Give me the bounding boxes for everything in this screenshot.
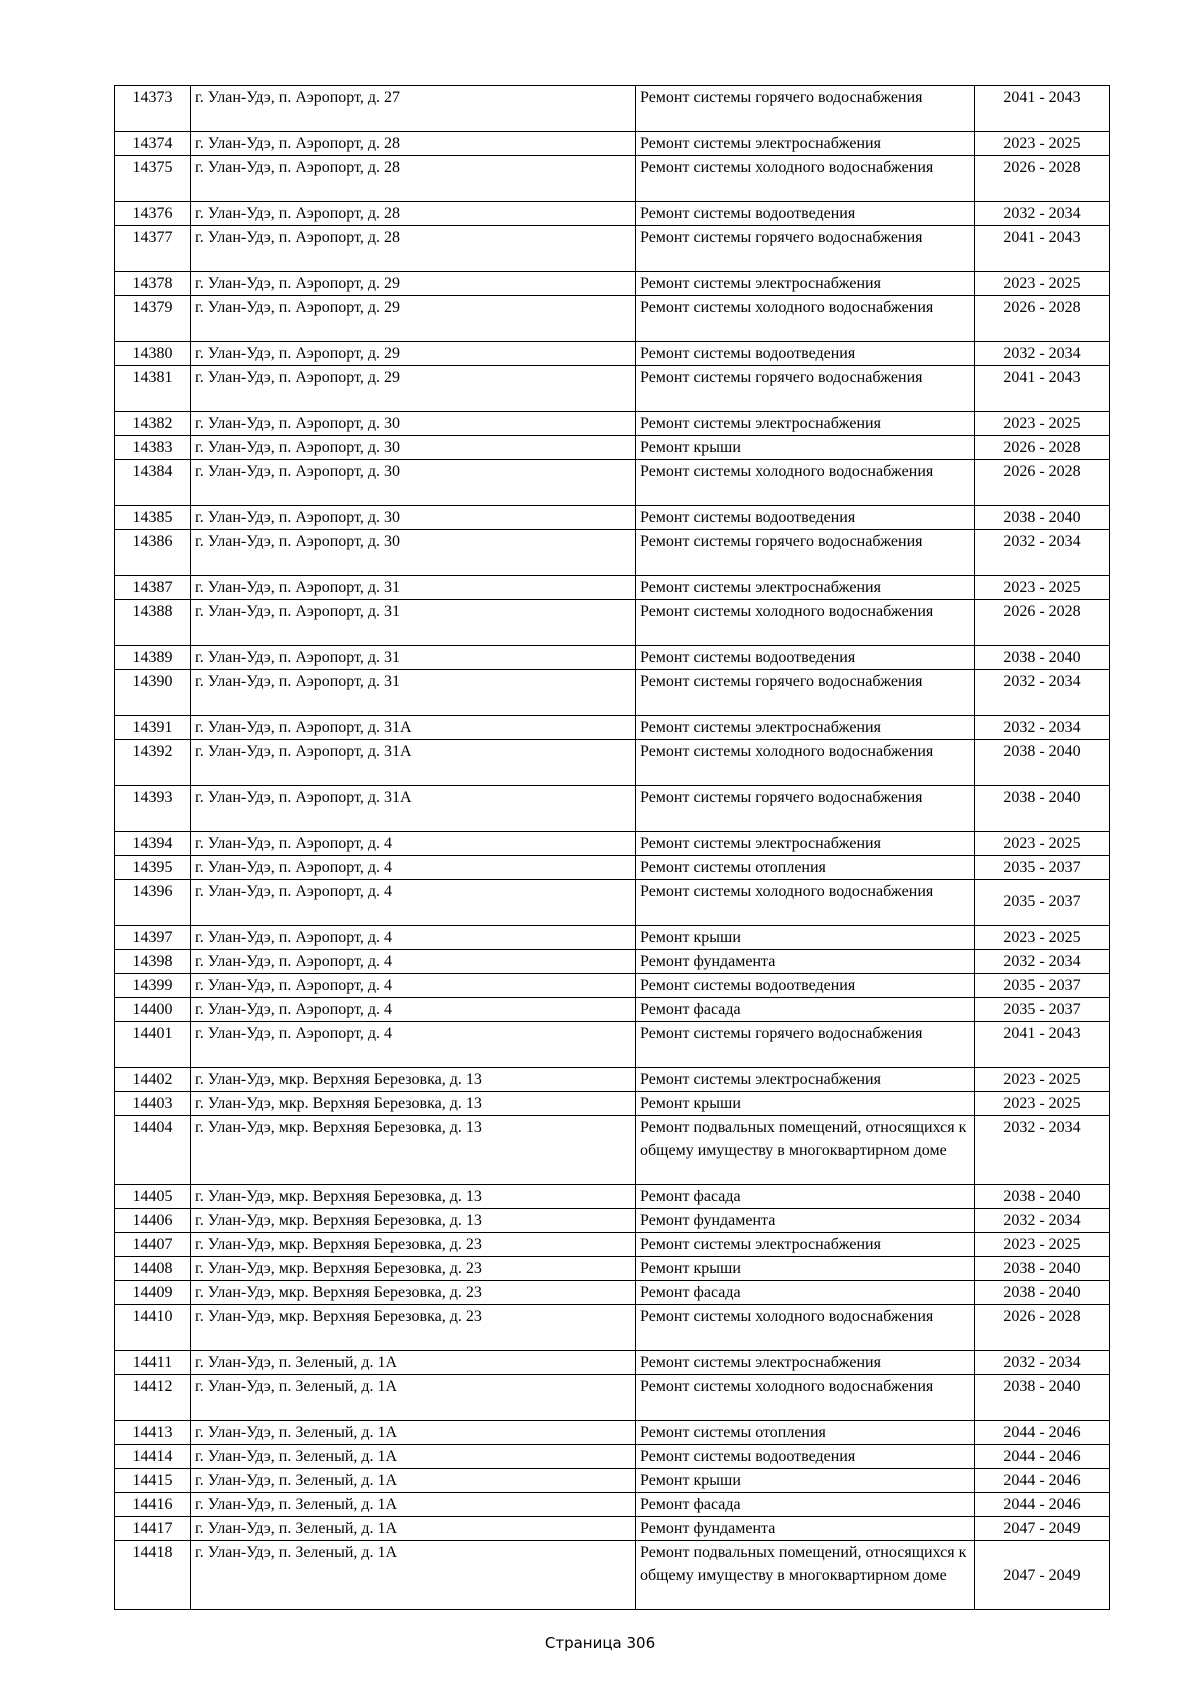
row-number-cell: 14404 — [115, 1116, 191, 1185]
period-cell: 2032 - 2034 — [975, 1116, 1110, 1185]
row-number-cell: 14399 — [115, 974, 191, 998]
table-row — [115, 832, 1110, 856]
address-cell: г. Улан-Удэ, п. Аэропорт, д. 30 — [191, 412, 636, 436]
period-cell: 2023 - 2025 — [975, 1068, 1110, 1092]
work-type-cell: Ремонт системы горячего водоснабжения — [636, 1022, 975, 1068]
work-type-cell: Ремонт системы электроснабжения — [636, 272, 975, 296]
period-cell: 2038 - 2040 — [975, 1375, 1110, 1421]
period-cell: 2023 - 2025 — [975, 412, 1110, 436]
period-cell: 2032 - 2034 — [975, 530, 1110, 576]
table-row — [115, 1233, 1110, 1257]
work-type-cell: Ремонт системы горячего водоснабжения — [636, 366, 975, 412]
address-cell: г. Улан-Удэ, п. Зеленый, д. 1А — [191, 1493, 636, 1517]
address-cell: г. Улан-Удэ, п. Аэропорт, д. 29 — [191, 272, 636, 296]
table-row — [115, 412, 1110, 436]
work-type-cell: Ремонт системы холодного водоснабжения — [636, 296, 975, 342]
address-cell: г. Улан-Удэ, мкр. Верхняя Березовка, д. 13 — [191, 1116, 636, 1185]
row-number-cell: 14390 — [115, 670, 191, 716]
row-number-cell: 14401 — [115, 1022, 191, 1068]
work-type-cell: Ремонт системы электроснабжения — [636, 576, 975, 600]
table-row — [115, 646, 1110, 670]
table-row — [115, 156, 1110, 202]
row-number-cell: 14374 — [115, 132, 191, 156]
table-row — [115, 226, 1110, 272]
work-type-cell: Ремонт системы холодного водоснабжения — [636, 740, 975, 786]
work-type-cell: Ремонт системы водоотведения — [636, 646, 975, 670]
row-number-cell: 14391 — [115, 716, 191, 740]
work-type-cell: Ремонт системы электроснабжения — [636, 1351, 975, 1375]
row-number-cell: 14392 — [115, 740, 191, 786]
row-number-cell: 14408 — [115, 1257, 191, 1281]
address-cell: г. Улан-Удэ, п. Аэропорт, д. 31 — [191, 670, 636, 716]
page-number: Страница 306 — [544, 1634, 656, 1652]
address-cell: г. Улан-Удэ, п. Аэропорт, д. 28 — [191, 202, 636, 226]
period-cell: 2038 - 2040 — [975, 1281, 1110, 1305]
row-number-cell: 14388 — [115, 600, 191, 646]
period-cell: 2047 - 2049 — [975, 1517, 1110, 1541]
address-cell: г. Улан-Удэ, мкр. Верхняя Березовка, д. 13 — [191, 1068, 636, 1092]
address-cell: г. Улан-Удэ, п. Аэропорт, д. 30 — [191, 436, 636, 460]
row-number-cell: 14406 — [115, 1209, 191, 1233]
period-cell: 2026 - 2028 — [975, 1305, 1110, 1351]
row-number-cell: 14413 — [115, 1421, 191, 1445]
address-cell: г. Улан-Удэ, п. Зеленый, д. 1А — [191, 1541, 636, 1610]
work-type-cell: Ремонт системы холодного водоснабжения — [636, 880, 975, 926]
table-row — [115, 1421, 1110, 1445]
period-cell: 2041 - 2043 — [975, 1022, 1110, 1068]
work-type-cell: Ремонт крыши — [636, 1469, 975, 1493]
table-row — [115, 1281, 1110, 1305]
address-cell: г. Улан-Удэ, п. Аэропорт, д. 4 — [191, 974, 636, 998]
work-type-cell: Ремонт системы холодного водоснабжения — [636, 156, 975, 202]
row-number-cell: 14405 — [115, 1185, 191, 1209]
address-cell: г. Улан-Удэ, мкр. Верхняя Березовка, д. 13 — [191, 1092, 636, 1116]
address-cell: г. Улан-Удэ, п. Аэропорт, д. 28 — [191, 132, 636, 156]
period-cell: 2038 - 2040 — [975, 646, 1110, 670]
table-row — [115, 366, 1110, 412]
period-cell: 2038 - 2040 — [975, 740, 1110, 786]
work-type-cell: Ремонт фасада — [636, 1185, 975, 1209]
table-row — [115, 506, 1110, 530]
period-cell: 2032 - 2034 — [975, 202, 1110, 226]
table-row — [115, 998, 1110, 1022]
table-row — [115, 1092, 1110, 1116]
table-row — [115, 1022, 1110, 1068]
table-row — [115, 1351, 1110, 1375]
period-cell: 2044 - 2046 — [975, 1469, 1110, 1493]
address-cell: г. Улан-Удэ, п. Зеленый, д. 1А — [191, 1445, 636, 1469]
address-cell: г. Улан-Удэ, п. Аэропорт, д. 4 — [191, 926, 636, 950]
period-cell: 2041 - 2043 — [975, 366, 1110, 412]
period-cell: 2023 - 2025 — [975, 832, 1110, 856]
period-cell: 2038 - 2040 — [975, 506, 1110, 530]
address-cell: г. Улан-Удэ, п. Аэропорт, д. 4 — [191, 950, 636, 974]
address-cell: г. Улан-Удэ, мкр. Верхняя Березовка, д. 13 — [191, 1209, 636, 1233]
work-type-cell: Ремонт системы горячего водоснабжения — [636, 530, 975, 576]
period-cell: 2032 - 2034 — [975, 670, 1110, 716]
period-cell: 2035 - 2037 — [975, 974, 1110, 998]
period-cell: 2047 - 2049 — [975, 1541, 1110, 1610]
period-cell: 2023 - 2025 — [975, 1233, 1110, 1257]
table-row — [115, 1517, 1110, 1541]
work-type-cell: Ремонт крыши — [636, 1092, 975, 1116]
table-row — [115, 740, 1110, 786]
period-cell: 2032 - 2034 — [975, 342, 1110, 366]
work-type-cell: Ремонт системы горячего водоснабжения — [636, 226, 975, 272]
period-cell: 2023 - 2025 — [975, 576, 1110, 600]
period-cell: 2026 - 2028 — [975, 436, 1110, 460]
address-cell: г. Улан-Удэ, п. Аэропорт, д. 31А — [191, 716, 636, 740]
row-number-cell: 14412 — [115, 1375, 191, 1421]
period-cell: 2035 - 2037 — [975, 856, 1110, 880]
work-type-cell: Ремонт фасада — [636, 998, 975, 1022]
row-number-cell: 14382 — [115, 412, 191, 436]
work-type-cell: Ремонт системы отопления — [636, 1421, 975, 1445]
address-cell: г. Улан-Удэ, п. Аэропорт, д. 31А — [191, 786, 636, 832]
row-number-cell: 14380 — [115, 342, 191, 366]
address-cell: г. Улан-Удэ, п. Аэропорт, д. 4 — [191, 856, 636, 880]
address-cell: г. Улан-Удэ, мкр. Верхняя Березовка, д. 23 — [191, 1305, 636, 1351]
work-type-cell: Ремонт системы горячего водоснабжения — [636, 786, 975, 832]
address-cell: г. Улан-Удэ, п. Аэропорт, д. 4 — [191, 832, 636, 856]
work-type-cell: Ремонт системы электроснабжения — [636, 1233, 975, 1257]
address-cell: г. Улан-Удэ, мкр. Верхняя Березовка, д. 23 — [191, 1281, 636, 1305]
table-row — [115, 974, 1110, 998]
table-row — [115, 272, 1110, 296]
period-cell: 2044 - 2046 — [975, 1445, 1110, 1469]
row-number-cell: 14377 — [115, 226, 191, 272]
work-type-cell: Ремонт системы холодного водоснабжения — [636, 1305, 975, 1351]
row-number-cell: 14407 — [115, 1233, 191, 1257]
work-type-cell: Ремонт фундамента — [636, 950, 975, 974]
work-type-cell: Ремонт системы электроснабжения — [636, 132, 975, 156]
work-type-cell: Ремонт системы водоотведения — [636, 342, 975, 366]
period-cell: 2041 - 2043 — [975, 86, 1110, 132]
table-body — [115, 86, 1110, 1610]
period-cell: 2035 - 2037 — [975, 998, 1110, 1022]
row-number-cell: 14414 — [115, 1445, 191, 1469]
address-cell: г. Улан-Удэ, п. Аэропорт, д. 30 — [191, 506, 636, 530]
table-row — [115, 202, 1110, 226]
table-row — [115, 576, 1110, 600]
row-number-cell: 14373 — [115, 86, 191, 132]
period-cell: 2023 - 2025 — [975, 926, 1110, 950]
address-cell: г. Улан-Удэ, п. Аэропорт, д. 28 — [191, 156, 636, 202]
address-cell: г. Улан-Удэ, п. Зеленый, д. 1А — [191, 1517, 636, 1541]
row-number-cell: 14416 — [115, 1493, 191, 1517]
address-cell: г. Улан-Удэ, п. Аэропорт, д. 4 — [191, 998, 636, 1022]
address-cell: г. Улан-Удэ, мкр. Верхняя Березовка, д. 13 — [191, 1185, 636, 1209]
row-number-cell: 14398 — [115, 950, 191, 974]
row-number-cell: 14417 — [115, 1517, 191, 1541]
table-row — [115, 1305, 1110, 1351]
address-cell: г. Улан-Удэ, п. Зеленый, д. 1А — [191, 1469, 636, 1493]
work-type-cell: Ремонт системы электроснабжения — [636, 1068, 975, 1092]
row-number-cell: 14384 — [115, 460, 191, 506]
period-cell: 2023 - 2025 — [975, 272, 1110, 296]
period-cell: 2035 - 2037 — [975, 880, 1110, 926]
address-cell: г. Улан-Удэ, п. Аэропорт, д. 31А — [191, 740, 636, 786]
table-row — [115, 1068, 1110, 1092]
address-cell: г. Улан-Удэ, п. Аэропорт, д. 29 — [191, 342, 636, 366]
address-cell: г. Улан-Удэ, п. Аэропорт, д. 30 — [191, 460, 636, 506]
work-type-cell: Ремонт подвальных помещений, относящихся к общему имуществу в многоквартирном доме — [636, 1541, 975, 1610]
work-type-cell: Ремонт системы электроснабжения — [636, 716, 975, 740]
work-type-cell: Ремонт системы горячего водоснабжения — [636, 670, 975, 716]
period-cell: 2026 - 2028 — [975, 460, 1110, 506]
work-type-cell: Ремонт системы водоотведения — [636, 506, 975, 530]
address-cell: г. Улан-Удэ, п. Аэропорт, д. 27 — [191, 86, 636, 132]
table-row — [115, 1185, 1110, 1209]
address-cell: г. Улан-Удэ, п. Зеленый, д. 1А — [191, 1421, 636, 1445]
table-row — [115, 1375, 1110, 1421]
table-row — [115, 342, 1110, 366]
address-cell: г. Улан-Удэ, п. Аэропорт, д. 4 — [191, 1022, 636, 1068]
address-cell: г. Улан-Удэ, п. Аэропорт, д. 29 — [191, 296, 636, 342]
table-row — [115, 950, 1110, 974]
table-row — [115, 1493, 1110, 1517]
work-type-cell: Ремонт фасада — [636, 1281, 975, 1305]
work-type-cell: Ремонт системы водоотведения — [636, 1445, 975, 1469]
work-type-cell: Ремонт фасада — [636, 1493, 975, 1517]
table-row — [115, 1445, 1110, 1469]
table-row — [115, 530, 1110, 576]
row-number-cell: 14395 — [115, 856, 191, 880]
address-cell: г. Улан-Удэ, п. Зеленый, д. 1А — [191, 1375, 636, 1421]
period-cell: 2026 - 2028 — [975, 600, 1110, 646]
period-cell: 2044 - 2046 — [975, 1493, 1110, 1517]
table-row — [115, 460, 1110, 506]
row-number-cell: 14403 — [115, 1092, 191, 1116]
row-number-cell: 14394 — [115, 832, 191, 856]
row-number-cell: 14385 — [115, 506, 191, 530]
work-type-cell: Ремонт системы горячего водоснабжения — [636, 86, 975, 132]
repair-schedule-table — [114, 85, 1110, 1610]
row-number-cell: 14411 — [115, 1351, 191, 1375]
address-cell: г. Улан-Удэ, п. Аэропорт, д. 31 — [191, 576, 636, 600]
address-cell: г. Улан-Удэ, мкр. Верхняя Березовка, д. 23 — [191, 1233, 636, 1257]
period-cell: 2038 - 2040 — [975, 786, 1110, 832]
table-row — [115, 1116, 1110, 1185]
row-number-cell: 14381 — [115, 366, 191, 412]
address-cell: г. Улан-Удэ, п. Аэропорт, д. 4 — [191, 880, 636, 926]
row-number-cell: 14402 — [115, 1068, 191, 1092]
period-cell: 2032 - 2034 — [975, 1351, 1110, 1375]
table-row — [115, 670, 1110, 716]
address-cell: г. Улан-Удэ, п. Аэропорт, д. 28 — [191, 226, 636, 272]
work-type-cell: Ремонт подвальных помещений, относящихся к общему имуществу в многоквартирном доме — [636, 1116, 975, 1185]
work-type-cell: Ремонт системы холодного водоснабжения — [636, 460, 975, 506]
period-cell: 2044 - 2046 — [975, 1421, 1110, 1445]
row-number-cell: 14396 — [115, 880, 191, 926]
address-cell: г. Улан-Удэ, п. Аэропорт, д. 31 — [191, 600, 636, 646]
address-cell: г. Улан-Удэ, п. Аэропорт, д. 30 — [191, 530, 636, 576]
row-number-cell: 14400 — [115, 998, 191, 1022]
address-cell: г. Улан-Удэ, п. Аэропорт, д. 31 — [191, 646, 636, 670]
table-row — [115, 296, 1110, 342]
period-cell: 2032 - 2034 — [975, 950, 1110, 974]
work-type-cell: Ремонт системы холодного водоснабжения — [636, 1375, 975, 1421]
work-type-cell: Ремонт крыши — [636, 436, 975, 460]
work-type-cell: Ремонт системы водоотведения — [636, 202, 975, 226]
work-type-cell: Ремонт крыши — [636, 1257, 975, 1281]
period-cell: 2026 - 2028 — [975, 296, 1110, 342]
table-row — [115, 926, 1110, 950]
row-number-cell: 14418 — [115, 1541, 191, 1610]
table-row — [115, 1209, 1110, 1233]
table-row — [115, 132, 1110, 156]
work-type-cell: Ремонт системы электроснабжения — [636, 832, 975, 856]
row-number-cell: 14375 — [115, 156, 191, 202]
period-cell: 2026 - 2028 — [975, 156, 1110, 202]
row-number-cell: 14409 — [115, 1281, 191, 1305]
table-row — [115, 716, 1110, 740]
table-row — [115, 1257, 1110, 1281]
table-row — [115, 786, 1110, 832]
work-type-cell: Ремонт системы отопления — [636, 856, 975, 880]
address-cell: г. Улан-Удэ, мкр. Верхняя Березовка, д. 23 — [191, 1257, 636, 1281]
period-cell: 2038 - 2040 — [975, 1257, 1110, 1281]
table-row — [115, 86, 1110, 132]
row-number-cell: 14376 — [115, 202, 191, 226]
work-type-cell: Ремонт крыши — [636, 926, 975, 950]
table-row — [115, 1469, 1110, 1493]
table-row — [115, 1541, 1110, 1610]
period-cell: 2023 - 2025 — [975, 132, 1110, 156]
address-cell: г. Улан-Удэ, п. Аэропорт, д. 29 — [191, 366, 636, 412]
work-type-cell: Ремонт фундамента — [636, 1517, 975, 1541]
row-number-cell: 14397 — [115, 926, 191, 950]
table-row — [115, 436, 1110, 460]
work-type-cell: Ремонт фундамента — [636, 1209, 975, 1233]
row-number-cell: 14379 — [115, 296, 191, 342]
row-number-cell: 14387 — [115, 576, 191, 600]
period-cell: 2041 - 2043 — [975, 226, 1110, 272]
table-row — [115, 600, 1110, 646]
row-number-cell: 14389 — [115, 646, 191, 670]
work-type-cell: Ремонт системы электроснабжения — [636, 412, 975, 436]
row-number-cell: 14383 — [115, 436, 191, 460]
work-type-cell: Ремонт системы водоотведения — [636, 974, 975, 998]
row-number-cell: 14410 — [115, 1305, 191, 1351]
period-cell: 2032 - 2034 — [975, 1209, 1110, 1233]
address-cell: г. Улан-Удэ, п. Зеленый, д. 1А — [191, 1351, 636, 1375]
period-cell: 2038 - 2040 — [975, 1185, 1110, 1209]
row-number-cell: 14386 — [115, 530, 191, 576]
period-cell: 2032 - 2034 — [975, 716, 1110, 740]
row-number-cell: 14378 — [115, 272, 191, 296]
row-number-cell: 14415 — [115, 1469, 191, 1493]
table-row — [115, 880, 1110, 926]
work-type-cell: Ремонт системы холодного водоснабжения — [636, 600, 975, 646]
row-number-cell: 14393 — [115, 786, 191, 832]
table-row — [115, 856, 1110, 880]
period-cell: 2023 - 2025 — [975, 1092, 1110, 1116]
